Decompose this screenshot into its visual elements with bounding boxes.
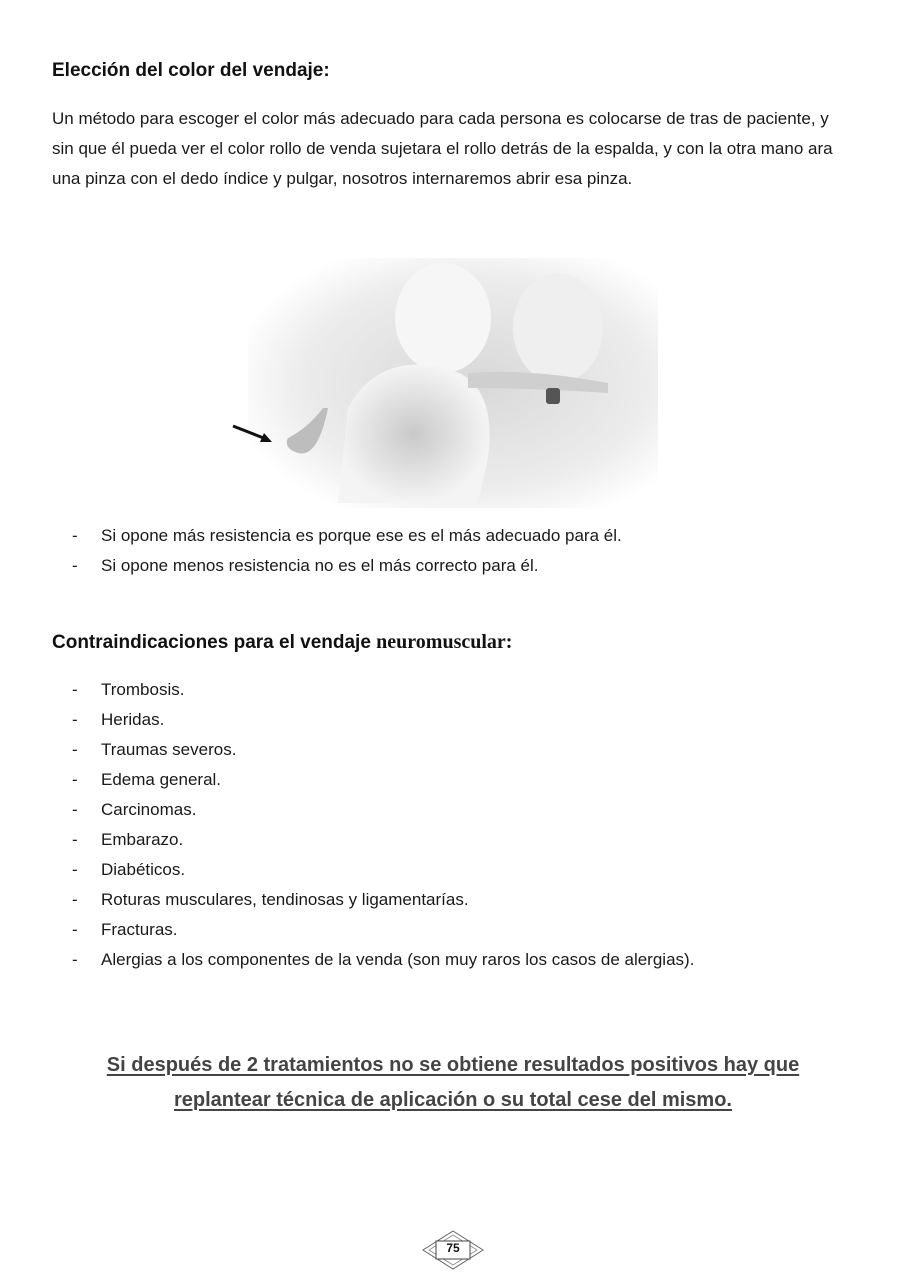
list-item: - Si opone menos resistencia no es el más correcto para él. xyxy=(52,551,622,581)
list-item: - Si opone más resistencia es porque ese es el más adecuado para él. xyxy=(52,521,622,551)
treatment-note-line-2: replantear técnica de aplicación o su total cese del mismo. xyxy=(174,1089,732,1111)
list-item: - Edema general. xyxy=(52,765,694,795)
page-number: 75 xyxy=(446,1241,460,1255)
patient-head xyxy=(395,263,491,373)
list-dash: - xyxy=(72,950,78,969)
list-item: - Diabéticos. xyxy=(52,855,694,885)
section-title-color-election: Elección del color del vendaje: xyxy=(52,60,330,81)
list-item: - Embarazo. xyxy=(52,825,694,855)
resistance-list xyxy=(52,521,622,581)
therapist-figure xyxy=(513,273,603,383)
list-item: - Heridas. xyxy=(52,705,694,735)
contraindications-list xyxy=(52,675,694,975)
list-dash: - xyxy=(72,890,78,909)
list-dash: - xyxy=(72,800,78,819)
list-item: - Traumas severos. xyxy=(52,735,694,765)
list-dash: - xyxy=(72,526,78,545)
treatment-note-line-1: Si después de 2 tratamientos no se obtiene resultados positivos hay que xyxy=(106,1054,800,1076)
page-number-badge xyxy=(422,1230,484,1270)
section-title-contraindications: Contraindicaciones para el vendaje neuromuscular: xyxy=(52,631,513,653)
list-item: - Fracturas. xyxy=(52,915,694,945)
list-dash: - xyxy=(72,740,78,759)
wristwatch xyxy=(546,388,560,404)
list-dash: - xyxy=(72,830,78,849)
list-dash: - xyxy=(72,710,78,729)
list-dash: - xyxy=(72,770,78,789)
bandage-test-illustration xyxy=(228,258,658,508)
list-dash: - xyxy=(72,860,78,879)
list-dash: - xyxy=(72,920,78,939)
method-paragraph: Un método para escoger el color más adecuado para cada persona es colocarse de tras de paciente, y sin que él pueda ver el color rollo de venda sujetara el rollo detrás de la espalda, y con la otra mano ara una pinza con el dedo índice y pulgar, nosotros internaremos abrir esa pinza. xyxy=(52,109,833,188)
treatment-note xyxy=(60,1048,846,1118)
list-item: - Roturas musculares, tendinosas y ligamentarías. xyxy=(52,885,694,915)
list-item: - Carcinomas. xyxy=(52,795,694,825)
list-item: - Trombosis. xyxy=(52,675,694,705)
list-dash: - xyxy=(72,556,78,575)
list-dash: - xyxy=(72,680,78,699)
list-item: - Alergias a los componentes de la venda (son muy raros los casos de alergias). xyxy=(52,945,694,975)
